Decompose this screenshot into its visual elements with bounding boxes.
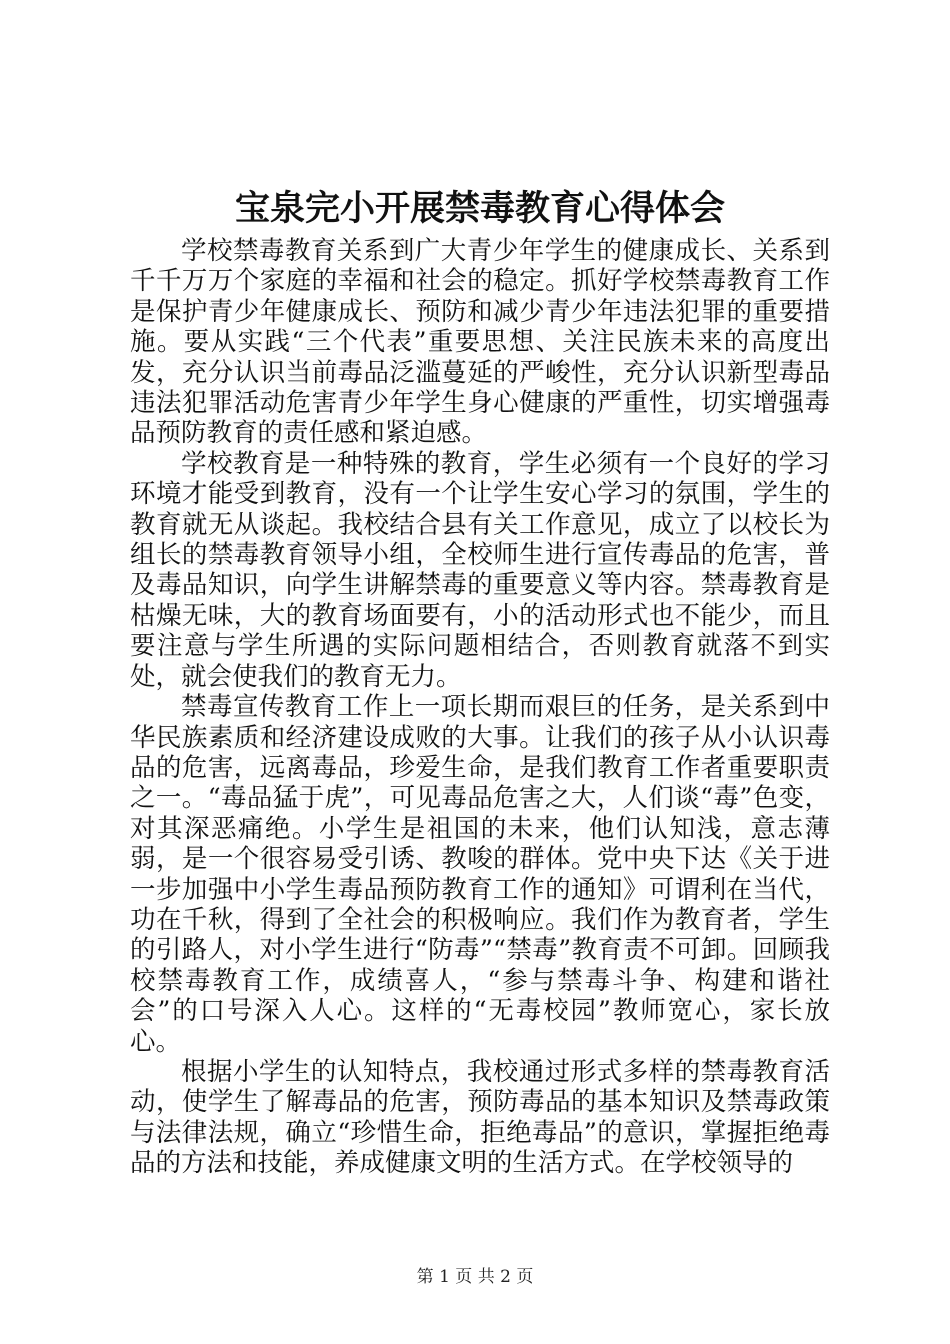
- document-title: 宝泉完小开展禁毒教育心得体会: [234, 188, 725, 229]
- page-footer: 第 1 页 共 2 页: [416, 1267, 534, 1287]
- paragraph-3: 禁毒宣传教育工作上一项长期而艰巨的任务，是关系到中华民族素质和经济建设成败的大事。让我们的孩子从小认识毒品的危害，远离毒品，珍爱生命，是我们教育工作者重要职责之一。“毒品猛于虎”，可见毒品危害之大，人们谈“毒”色变，对其深恶痛绝。小学生是祖国的未来，他们认知浅，意志薄弱，是一个很容易受引诱、教唆的群体。党中央下达《关于进一步加强中小学生毒品预防教育工作的通知》可谓利在当代，功在千秋，得到了全社会的积极响应。我们作为教育者，学生的引路人，对小学生进行“防毒”“禁毒”教育责不可卸。回顾我校禁毒教育工作，成绩喜人，“参与禁毒斗争、构建和谐社会”的口号深入人心。这样的“无毒校园”教师宽心，家长放心。: [130, 692, 830, 1057]
- document-body: [130, 236, 830, 1179]
- paragraph-4: 根据小学生的认知特点，我校通过形式多样的禁毒教育活动，使学生了解毒品的危害，预防毒品的基本知识及禁毒政策与法律法规，确立“珍惜生命，拒绝毒品”的意识，掌握拒绝毒品的方法和技能，养成健康文明的生活方式。在学校领导的: [130, 1056, 830, 1179]
- paragraph-1: 学校禁毒教育关系到广大青少年学生的健康成长、关系到千千万万个家庭的幸福和社会的稳定。抓好学校禁毒教育工作是保护青少年健康成长、预防和减少青少年违法犯罪的重要措施。要从实践“三个代表”重要思想、关注民族未来的高度出发，充分认识当前毒品泛滥蔓延的严峻性，充分认识新型毒品违法犯罪活动危害青少年学生身心健康的严重性，切实增强毒品预防教育的责任感和紧迫感。: [130, 236, 830, 449]
- paragraph-2: 学校教育是一种特殊的教育，学生必须有一个良好的学习环境才能受到教育，没有一个让学生安心学习的氛围，学生的教育就无从谈起。我校结合县有关工作意见，成立了以校长为组长的禁毒教育领导小组，全校师生进行宣传毒品的危害，普及毒品知识，向学生讲解禁毒的重要意义等内容。禁毒教育是枯燥无味，大的教育场面要有，小的活动形式也不能少，而且要注意与学生所遇的实际问题相结合，否则教育就落不到实处，就会使我们的教育无力。: [130, 448, 830, 692]
